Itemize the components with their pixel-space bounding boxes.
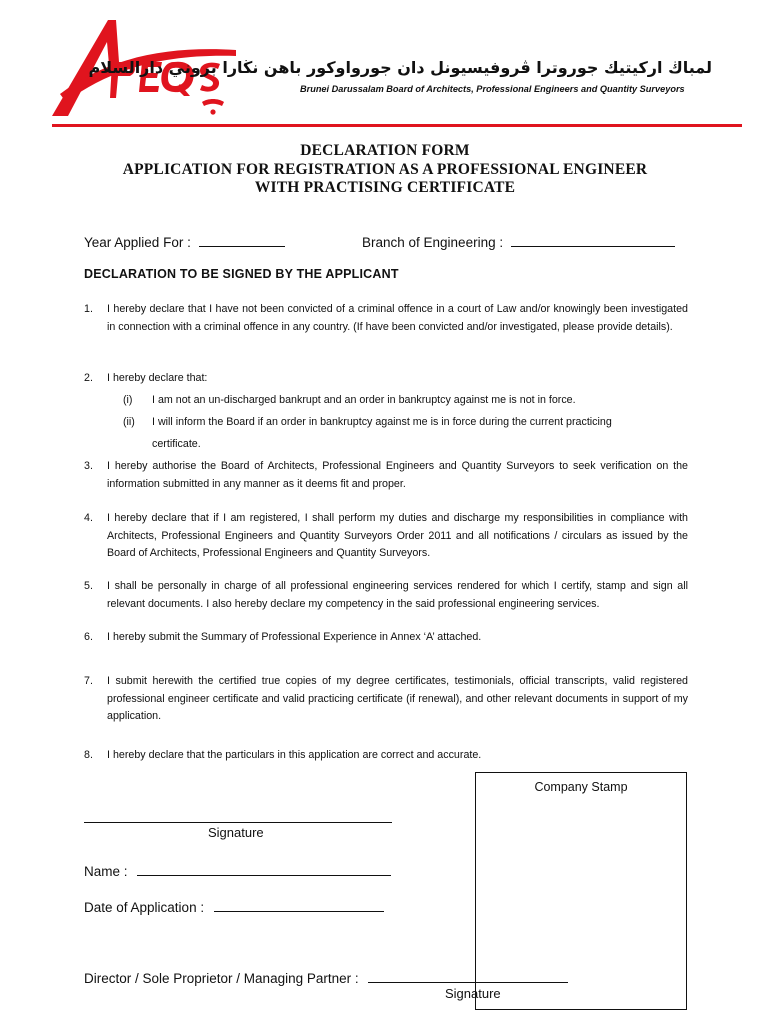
item-text: I hereby declare that: — [107, 372, 208, 384]
item-number: 2. — [84, 372, 93, 384]
logo-text: APEQS — [50, 16, 54, 17]
subitem-text: I am not an un-discharged bankrupt and an order in bankruptcy against me is not in force. — [152, 394, 576, 406]
item-number: 7. — [84, 675, 93, 687]
declaration-item-4 — [84, 510, 688, 563]
declaration-item-2 — [84, 370, 688, 388]
name-row — [84, 861, 391, 879]
date-of-application-field[interactable] — [214, 897, 384, 912]
branch-field[interactable] — [511, 232, 675, 247]
date-row — [84, 897, 384, 915]
item-number: 1. — [84, 303, 93, 315]
item-text: I hereby declare that I have not been convicted of a criminal offence in a court of Law and/or knowingly been investigated in connection with a criminal offence in any country. (If have been convicted and/or investigated, please provide details). — [107, 303, 688, 333]
form-subtitle-line1: APPLICATION FOR REGISTRATION AS A PROFESSIONAL ENGINEER — [122, 161, 648, 178]
item-number: 8. — [84, 749, 93, 761]
item-number: 5. — [84, 580, 93, 592]
branch-label: Branch of Engineering : — [362, 235, 504, 250]
item-text: I hereby declare that the particulars in this application are correct and accurate. — [107, 749, 482, 761]
section-heading: DECLARATION TO BE SIGNED BY THE APPLICANT — [84, 267, 399, 281]
declaration-item-1 — [84, 301, 688, 336]
company-stamp-label: Company Stamp — [534, 780, 628, 794]
header-divider — [52, 124, 742, 127]
declaration-item-3 — [84, 458, 688, 493]
director-signature-field[interactable] — [368, 968, 568, 983]
item-number: 4. — [84, 512, 93, 524]
subitem-text-continued: certificate. — [152, 438, 201, 450]
board-name-arabic: لمباڬ اركيتيك جوروترا ڤروفيسيونل دان جورواوكور باهن نڬارا بروني دارالسلام — [88, 58, 712, 77]
year-applied-field[interactable] — [199, 232, 285, 247]
director-signature-label: Signature — [445, 986, 501, 1001]
applicant-signature-label: Signature — [208, 825, 264, 840]
item-text: I hereby declare that if I am registered, I shall perform my duties and discharge my responsibilities in compliance with Architects, Professional Engineers and Quantity Surveyors Order 2011 and all notifications / circulars as issued by the Board of Architects, Professional Engineers and Quantity Surveyors. — [107, 512, 688, 559]
declaration-item-5 — [84, 578, 688, 613]
subitem-number: (ii) — [123, 416, 135, 428]
subitem-number: (i) — [123, 394, 133, 406]
subitem-text: I will inform the Board if an order in bankruptcy against me is in force during the current practicing — [152, 416, 612, 428]
declaration-item-8 — [84, 747, 688, 765]
date-of-application-label: Date of Application : — [84, 900, 205, 915]
item-text: I hereby submit the Summary of Professional Experience in Annex ‘A’ attached. — [107, 631, 482, 643]
declaration-item-6 — [84, 629, 688, 647]
director-row — [84, 968, 568, 986]
name-field[interactable] — [137, 861, 391, 876]
form-subtitle-line2: WITH PRACTISING CERTIFICATE — [254, 179, 516, 196]
applicant-signature-line[interactable] — [84, 822, 392, 823]
form-title: DECLARATION FORM — [300, 142, 470, 159]
branch-row — [362, 232, 675, 250]
year-applied-label: Year Applied For : — [84, 235, 191, 250]
item-number: 6. — [84, 631, 93, 643]
director-label: Director / Sole Proprietor / Managing Partner : — [84, 971, 359, 986]
item-number: 3. — [84, 460, 93, 472]
name-label: Name : — [84, 864, 128, 879]
year-applied-row — [84, 232, 285, 250]
declaration-item-7 — [84, 673, 688, 726]
item-text: I submit herewith the certified true copies of my degree certificates, testimonials, official transcripts, valid registered professional engineer certificate and valid practicing certificate (if renewal), and other relevant documents in support of my application. — [107, 675, 688, 722]
board-name-english: Brunei Darussalam Board of Architects, Professional Engineers and Quantity Surveyors — [300, 84, 685, 94]
item-text: I shall be personally in charge of all professional engineering services rendered for which I certify, stamp and sign all relevant documents. I also hereby declare my competency in the said professional engineering services. — [107, 580, 688, 610]
item-text: I hereby authorise the Board of Architects, Professional Engineers and Quantity Surveyors to seek verification on the information submitted in any manner as it deems fit and proper. — [107, 460, 688, 490]
